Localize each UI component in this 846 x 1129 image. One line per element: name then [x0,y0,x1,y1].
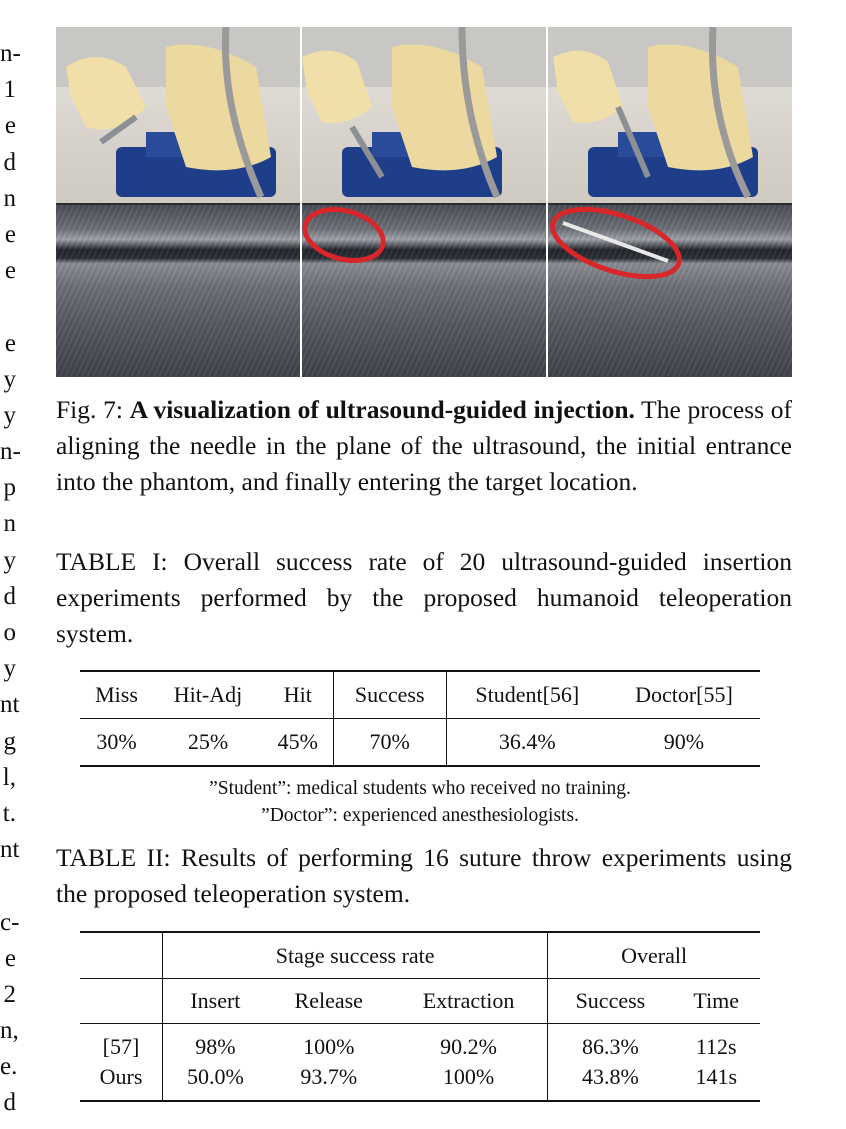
ultrasound-image [548,205,792,377]
table1-caption: TABLE I: Overall success rate of 20 ultrasound-guided insertion experiments performed by the proposed humanoid teleoperation system. [56,547,792,648]
text-fragment: d [3,1089,16,1117]
table-empty-cell [80,932,163,979]
table-cell: 100% [303,1034,355,1059]
table-header-cell: Success [333,671,446,719]
figure-caption-body: The process of aligning the needle in the plane of the ultrasound, the initial entrance into the phantom, and finally entering the target location. [56,395,793,496]
text-fragment: n, [0,1017,19,1045]
text-fragment: nt [0,836,20,864]
table-cell: 93.7% [300,1064,358,1089]
text-fragment: d [3,582,16,610]
table-header-row [80,671,760,719]
table-header-row [80,979,760,1024]
robot-hand-photo [548,27,792,203]
table-group-header: Overall [548,932,760,979]
table-row-label: [57] [102,1034,140,1059]
text-fragment: y [3,365,16,393]
text-fragment: c- [0,908,20,936]
table-cell: 98% [163,1024,268,1063]
table-cell: 112s [695,1034,737,1059]
text-fragment: d [3,148,16,176]
table-note: ”Student”: medical students who received no training. [209,778,631,799]
table-cell: 86.3% [548,1024,673,1063]
text-fragment: e [4,112,16,140]
text-fragment: g [3,727,16,755]
table-1 [80,670,760,767]
table-cell: 70% [333,719,446,767]
text-fragment: e [4,329,16,357]
table-cell: 30% [96,729,137,754]
table-header-cell: Release [268,979,390,1024]
text-fragment: y [3,546,16,574]
text-fragment: n [3,510,16,538]
table-cell: 36.4% [446,719,608,767]
table-cell: 45% [277,729,318,754]
table-group-header-row [80,932,760,979]
text-fragment: n- [0,40,21,67]
table-row-label: Ours [99,1064,143,1089]
table-2 [80,931,760,1102]
text-fragment: p [3,474,16,502]
figure-panel-entrance [302,27,546,377]
robot-hand-photo [302,27,546,203]
table-row [80,1062,760,1101]
text-fragment: e [4,257,16,285]
figure-caption-title: A visualization of ultrasound-guided injection. [129,395,635,424]
table-cell: 43.8% [548,1062,673,1101]
text-fragment: nt [0,691,20,719]
figure-7-image [56,27,792,377]
text-fragment: n [3,184,16,212]
table-header-cell: Success [548,979,673,1024]
table-header-cell: Hit [263,671,333,719]
text-fragment: y [3,655,16,683]
text-fragment [0,868,16,904]
table-header-cell: Time [672,979,760,1024]
table1-notes [80,775,760,829]
text-fragment: l, [2,763,16,791]
table-note: ”Doctor”: experienced anesthesiologists. [261,805,579,826]
text-fragment: t. [2,799,16,827]
figure-caption [56,392,792,500]
robot-hand-photo [56,27,300,203]
table-header-cell: Extraction [390,979,548,1024]
text-fragment [0,289,16,325]
text-fragment: e [4,944,16,972]
table-row [80,719,760,767]
text-fragment: e [4,220,16,248]
figure-panel-target [548,27,792,377]
table-cell: 90% [663,729,705,754]
table-empty-cell [80,979,163,1024]
table-cell: 50.0% [163,1062,268,1101]
table-group-header: Stage success rate [163,932,548,979]
figure-label: Fig. 7: [56,395,130,424]
text-fragment: o [3,619,16,646]
table2-caption: TABLE II: Results of performing 16 suture throw experiments using the proposed teleoperation system. [56,843,792,908]
table-header-cell: Hit-Adj [153,671,263,719]
table-header-cell: Miss [80,671,153,719]
table-header-cell: Insert [163,979,268,1024]
table-cell: 100% [442,1064,495,1089]
text-fragment: e. [0,1053,18,1081]
table-cell: 141s [695,1064,738,1089]
text-fragment: y [3,401,16,429]
text-fragment: n- [0,438,21,466]
text-fragment: 2 [3,980,16,1008]
table-cell: 90.2% [440,1034,497,1059]
ultrasound-image [302,205,546,377]
table-header-cell: Doctor[55] [608,671,760,719]
table-cell: 25% [187,729,229,754]
figure-panel-alignment [56,27,300,377]
ultrasound-image [56,205,300,377]
text-fragment: 1 [3,76,16,104]
table-row [80,1024,760,1063]
table-header-cell: Student[56] [446,671,608,719]
left-column-fragments [0,36,21,1122]
